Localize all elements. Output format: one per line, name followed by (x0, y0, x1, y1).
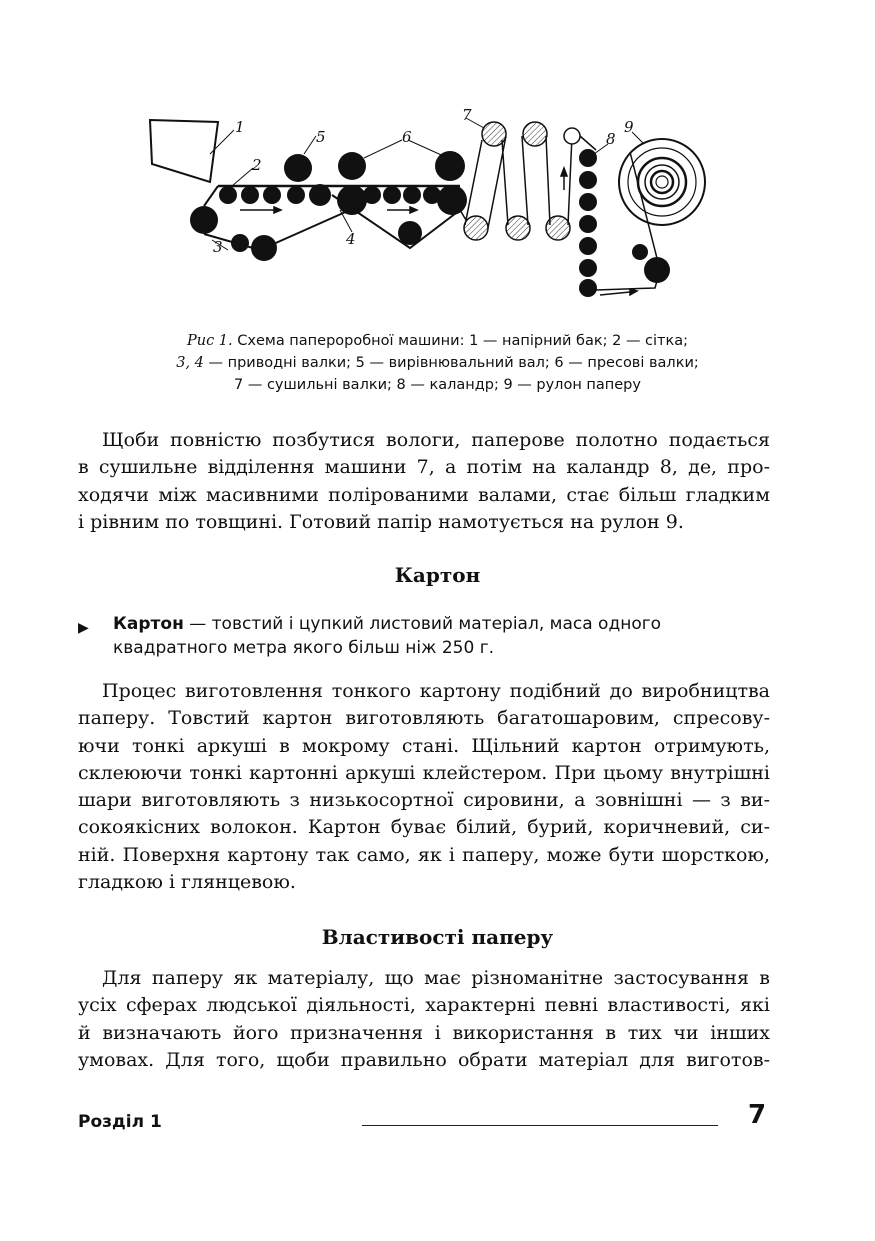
paragraph-paper-properties (78, 965, 770, 1074)
footer-section-label: Розділ 1 (78, 1112, 162, 1132)
caption-line: 3, 4 — приводні валки; 5 — вирівнювальний вал; 6 — пресові валки; (176, 355, 699, 371)
footer-rule (362, 1125, 718, 1126)
text-line: гладкою і глянцевою. (78, 871, 296, 894)
caption-line: 7 — сушильні валки; 8 — каландр; 9 — рулон паперу (234, 377, 641, 393)
definition-term: Картон (113, 614, 184, 634)
callout-4: 4 (346, 230, 356, 248)
text-line: усіх сферах людської діяльності, характерні певні властивості, які (78, 994, 770, 1017)
page-number: 7 (748, 1100, 767, 1130)
callout-9: 9 (624, 118, 634, 136)
triangle-bullet-icon: ▶ (78, 620, 89, 636)
headbox (150, 120, 218, 182)
text-line: склеюючи тонкі картонні аркуші клейстером. При цьому внутрішні (78, 761, 770, 784)
paper-machine-schematic (140, 100, 730, 310)
heading-cardboard: Картон (394, 563, 481, 587)
text-line: в сушильне відділення машини 7, а потім на каландр 8, де, про- (78, 456, 770, 479)
dandy-roll (284, 154, 312, 182)
text-line: ходячи між масивними полірованими валами, стає більш гладким (78, 483, 770, 506)
definition-line: — товстий і цупкий листовий матеріал, маса одного (183, 614, 662, 634)
callout-7: 7 (462, 106, 472, 124)
callout-1: 1 (235, 118, 245, 136)
text-line: Для паперу як матеріалу, що має різноманітне застосування в (102, 967, 770, 989)
paper-reel (619, 139, 705, 225)
text-line: умовах. Для того, щоби правильно обрати матеріал для виготов- (78, 1048, 770, 1071)
dryer-section (460, 122, 580, 240)
text-line: паперу. Товстий картон виготовляють багатошаровим, спресову- (78, 707, 770, 730)
callout-5: 5 (316, 128, 326, 146)
calender-rolls (579, 149, 597, 297)
text-line: Щоби повністю позбутися вологи, паперове полотно подається (102, 429, 770, 451)
caption-line: Рис 1. Схема папероробної машини: 1 — напірний бак; 2 — сітка; (186, 333, 689, 349)
paper-machine-diagram (140, 100, 730, 310)
text-line: і рівним по товщині. Готовий папір намотується на рулон 9. (78, 510, 684, 533)
text-line: ній. Поверхня картону так само, як і паперу, може бути шорсткою, (78, 843, 770, 866)
callout-8: 8 (606, 130, 616, 148)
callout-2: 2 (252, 156, 262, 174)
table-rolls (219, 184, 331, 206)
text-line: Процес виготовлення тонкого картону подібний до виробництва (102, 680, 770, 702)
text-line: ючи тонкі аркуші в мокрому стані. Щільний картон отримують, (78, 734, 770, 757)
heading-paper-properties: Властивості паперу (321, 925, 554, 949)
definition-line: квадратного метра якого більш ніж 250 г. (113, 638, 495, 658)
callout-3: 3 (213, 238, 223, 256)
callout-6: 6 (402, 128, 412, 146)
paragraph-drying (78, 427, 770, 536)
definition-text (113, 612, 768, 660)
figure-caption (100, 330, 775, 396)
text-line: й визначають його призначення і використання в тих чи інших (78, 1021, 770, 1044)
paragraph-cardboard-process (78, 678, 770, 896)
text-line: шари виготовляють з низькосортної сировини, а зовнішні — з ви- (78, 789, 770, 812)
text-line: сокоякісних волокон. Картон буває білий, бурий, коричневий, си- (78, 816, 770, 839)
